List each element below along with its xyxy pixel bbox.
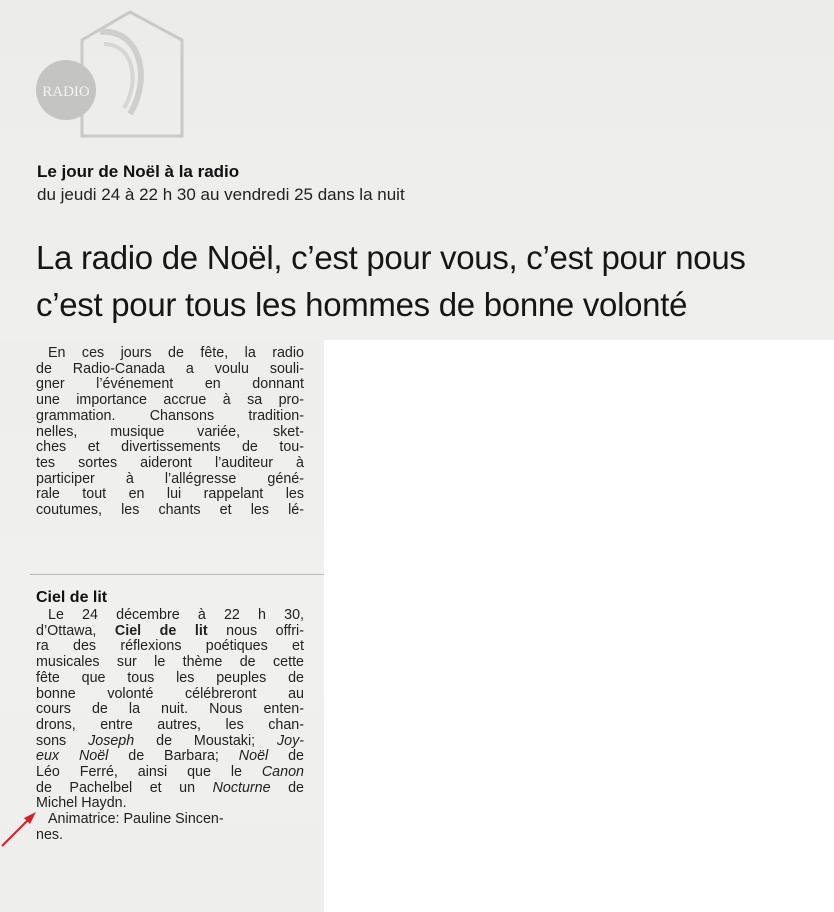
intro-line: rale tout en lui rappelant les — [36, 486, 304, 503]
ciel-line: Le 24 décembre à 22 h 30, — [48, 607, 304, 623]
kicker-title: Le jour de Noël à la radio — [37, 162, 240, 181]
ciel-de-lit-paragraph — [36, 608, 304, 844]
headline — [36, 234, 826, 328]
song-title: Nocturne — [212, 779, 271, 796]
intro-line: de Radio-Canada a voulu souli- — [36, 360, 304, 377]
section-divider — [30, 574, 324, 575]
song-title: Joy- — [277, 732, 305, 749]
intro-line: nelles, musique variée, sket- — [36, 423, 304, 440]
intro-paragraph — [36, 346, 304, 519]
ciel-line: cours de la nuit. Nous enten- — [36, 701, 304, 718]
ciel-line: drons, entre autres, les chan- — [36, 716, 304, 733]
radio-house-logo-icon — [30, 4, 190, 144]
ciel-line: ra des réflexions poétiques et — [36, 638, 304, 655]
song-title: Noël — [238, 748, 269, 765]
intro-line: participer à l’allégresse géné- — [36, 470, 304, 487]
program-name: Ciel de lit — [114, 622, 208, 639]
ciel-line: Animatrice: Pauline Sincen- — [48, 811, 224, 828]
ciel-line: nes. — [36, 826, 64, 843]
ciel-line: eux Noël de Barbara; Noël de — [36, 748, 305, 765]
headline-line-2: c’est pour tous les hommes de bonne volonté — [36, 286, 688, 323]
ciel-line: Michel Haydn. — [36, 795, 127, 812]
headline-line-1: La radio de Noël, c’est pour vous, c’est pour nous — [36, 239, 746, 276]
intro-line: tes sortes aideront l’auditeur à — [36, 454, 304, 471]
intro-line: ches et divertissements de tou- — [36, 439, 304, 456]
intro-line: une importance accrue à sa pro- — [36, 392, 304, 409]
section-title-ciel-de-lit: Ciel de lit — [36, 589, 108, 606]
intro-line: grammation. Chansons tradition- — [36, 407, 304, 424]
ciel-line: de Pachelbel et un Nocturne de — [36, 779, 304, 796]
broadcast-dates: du jeudi 24 à 22 h 30 au vendredi 25 dans la nuit — [37, 185, 405, 204]
song-title: Joseph — [88, 732, 135, 749]
ciel-line: Léo Ferré, ainsi que le Canon — [36, 764, 304, 781]
logo-text: RADIO — [42, 84, 90, 100]
ciel-line: musicales sur le thème de cette — [36, 654, 304, 671]
red-arrow-icon — [0, 808, 40, 848]
intro-line: coutumes, les chants et les lé- — [36, 502, 304, 519]
ciel-line: fête que tous les peuples de — [36, 669, 304, 686]
song-title: Canon — [261, 764, 304, 781]
intro-line: En ces jours de fête, la radio — [48, 345, 304, 361]
ciel-line: d’Ottawa, Ciel de lit nous offri- — [36, 622, 304, 639]
intro-line: gner l’événement en donnant — [36, 376, 304, 393]
ciel-line: sons Joseph de Moustaki; Joy- — [36, 732, 305, 749]
ciel-line: bonne volonté célébreront au — [36, 685, 304, 702]
